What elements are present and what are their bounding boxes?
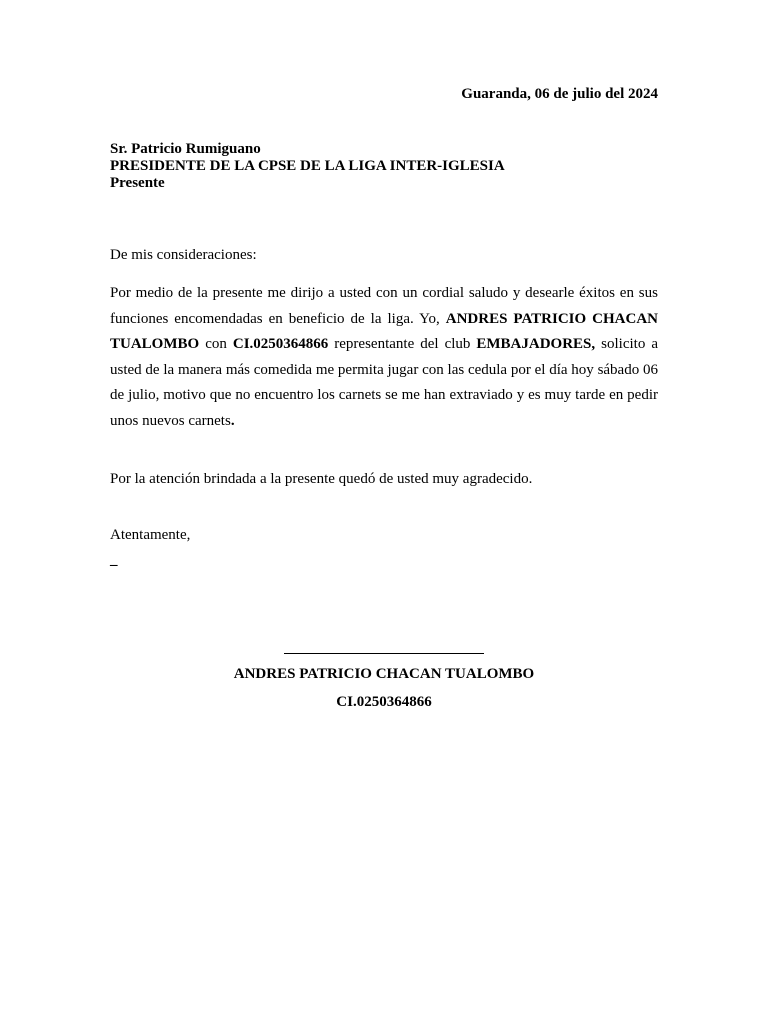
recipient-name: Sr. Patricio Rumiguano [110,141,261,157]
greeting: De mis consideraciones: [110,247,257,263]
body-text-part3: representante del club [328,336,477,352]
recipient-presente: Presente [110,175,165,191]
body-club-bold: EMBAJADORES, [476,336,596,352]
body-text-part2: con [199,336,233,352]
dash-mark: _ [110,552,118,568]
body-paragraph [110,281,658,434]
body-text-part4: solicito a usted de la manera más comedida me permita jugar con las cedula por el día hoy sábado 06 de julio, motivo que no encuentro los carnets se me han extraviado y es muy tarde en pedir unos nuevos carnets [110,336,658,429]
farewell: Atentamente, [110,527,191,543]
date-line: Guaranda, 06 de julio del 2024 [461,86,658,102]
signature-line [284,653,484,654]
body-name-bold: ANDRES PATRICIO CHACAN TUALOMBO [110,310,658,352]
closing-paragraph: Por la atención brindada a la presente quedó de usted muy agradecido. [110,471,533,487]
body-text-part1: Por medio de la presente me dirijo a usted con un cordial saludo y desearle éxitos en sus funciones encomendadas en beneficio de la liga. Yo, [110,285,658,327]
signature-id: CI.0250364866 [336,694,432,710]
signature-name: ANDRES PATRICIO CHACAN TUALOMBO [233,666,535,682]
body-ci-bold: CI.0250364866 [232,336,329,352]
recipient-block [110,141,505,192]
body-end-bold: . [230,412,235,429]
recipient-position: PRESIDENTE DE LA CPSE DE LA LIGA INTER-IGLESIA [110,158,505,174]
